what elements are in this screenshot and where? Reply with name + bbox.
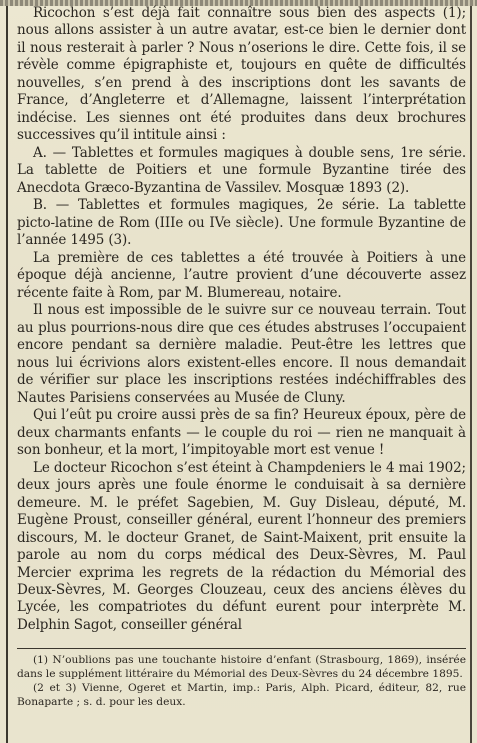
paragraph-funeral: Le docteur Ricochon s’est éteint à Champdeniers le 4 mai 1902; deux jours après une foule énorme le conduisait à sa dernière demeure. M. le préfet Sagebien, M. Guy Disleau, député, M. Eugène Proust, conseiller général, eurent l’honneur des premiers discours, M. le docteur Granet, de Saint-Maixent, prit ensuite la parole au nom du corps médical des Deux-Sèvres, M. Paul Mercier exprima les regrets de la rédaction du Mémorial des Deux-Sèvres, M. Georges Clouzeau, ceux des anciens élèves du Lycée, les compatriotes du défunt eurent pour interprète M. Delphin Sagot, conseiller général: [17, 459, 466, 633]
paragraph-item-a: A. — Tablettes et formules magiques à double sens, 1re série. La tablette de Poitiers et une formule Byzantine tirée des Anecdota Græco-Byzantina de Vassilev. Mosquæ 1893 (2).: [17, 144, 466, 196]
paragraph-studies: Il nous est impossible de le suivre sur ce nouveau terrain. Tout au plus pourrions-nous dire que ces études abstruses l’occupaient encore pendant sa dernière maladie. Peut-être les lettres que nous lui écrivions alors existent-elles encore. Il nous demandait de vérifier sur place les inscriptions restées indéchiffrables des Nautes Parisiens conservées au Musée de Cluny.: [17, 302, 466, 406]
left-column-rule: [6, 6, 8, 743]
paragraph-intro: Ricochon s’est déjà fait connaître sous bien des aspects (1); nous allons assister à un autre avatar, est-ce bien le dernier dont il nous resterait à parler ? Nous n’oserions le dire. Cette fois, il se révèle comme épigraphiste et, toujours en quête de difficultés nouvelles, s’en prend à des inscriptions dont les savants de France, d’Angleterre et d’Allemagne, laissent l’interprétation indécise. Les siennes ont été produites dans deux brochures successives qu’il intitule ainsi :: [17, 5, 466, 144]
footnote-2-3: (2 et 3) Vienne, Ogeret et Martin, imp.: Paris, Alph. Picard, éditeur, 82, rue Bonaparte ; s. d. pour les deux.: [17, 681, 466, 709]
footnote-divider: [17, 648, 466, 649]
footnote-1: (1) N’oublions pas une touchante histoire d’enfant (Strasbourg, 1869), insérée dans le supplément littéraire du Mémorial des Deux-Sèvres du 24 décembre 1895.: [17, 653, 466, 681]
right-column-rule: [470, 6, 472, 743]
paragraph-tablets: La première de ces tablettes a été trouvée à Poitiers à une époque déjà ancienne, l’autre provient d’une découverte assez récente faite à Rom, par M. Blumereau, notaire.: [17, 249, 466, 301]
paragraph-item-b: B. — Tablettes et formules magiques, 2e série. La tablette picto-latine de Rom (IIIe ou IVe siècle). Une formule Byzantine de l’année 1495 (3).: [17, 197, 466, 249]
article-column: [17, 5, 466, 709]
paragraph-end: Qui l’eût pu croire aussi près de sa fin? Heureux époux, père de deux charmants enfants — le couple du roi — rien ne manquait à son bonheur, et la mort, l’impitoyable mort est venue !: [17, 407, 466, 459]
footnotes: [17, 653, 466, 709]
